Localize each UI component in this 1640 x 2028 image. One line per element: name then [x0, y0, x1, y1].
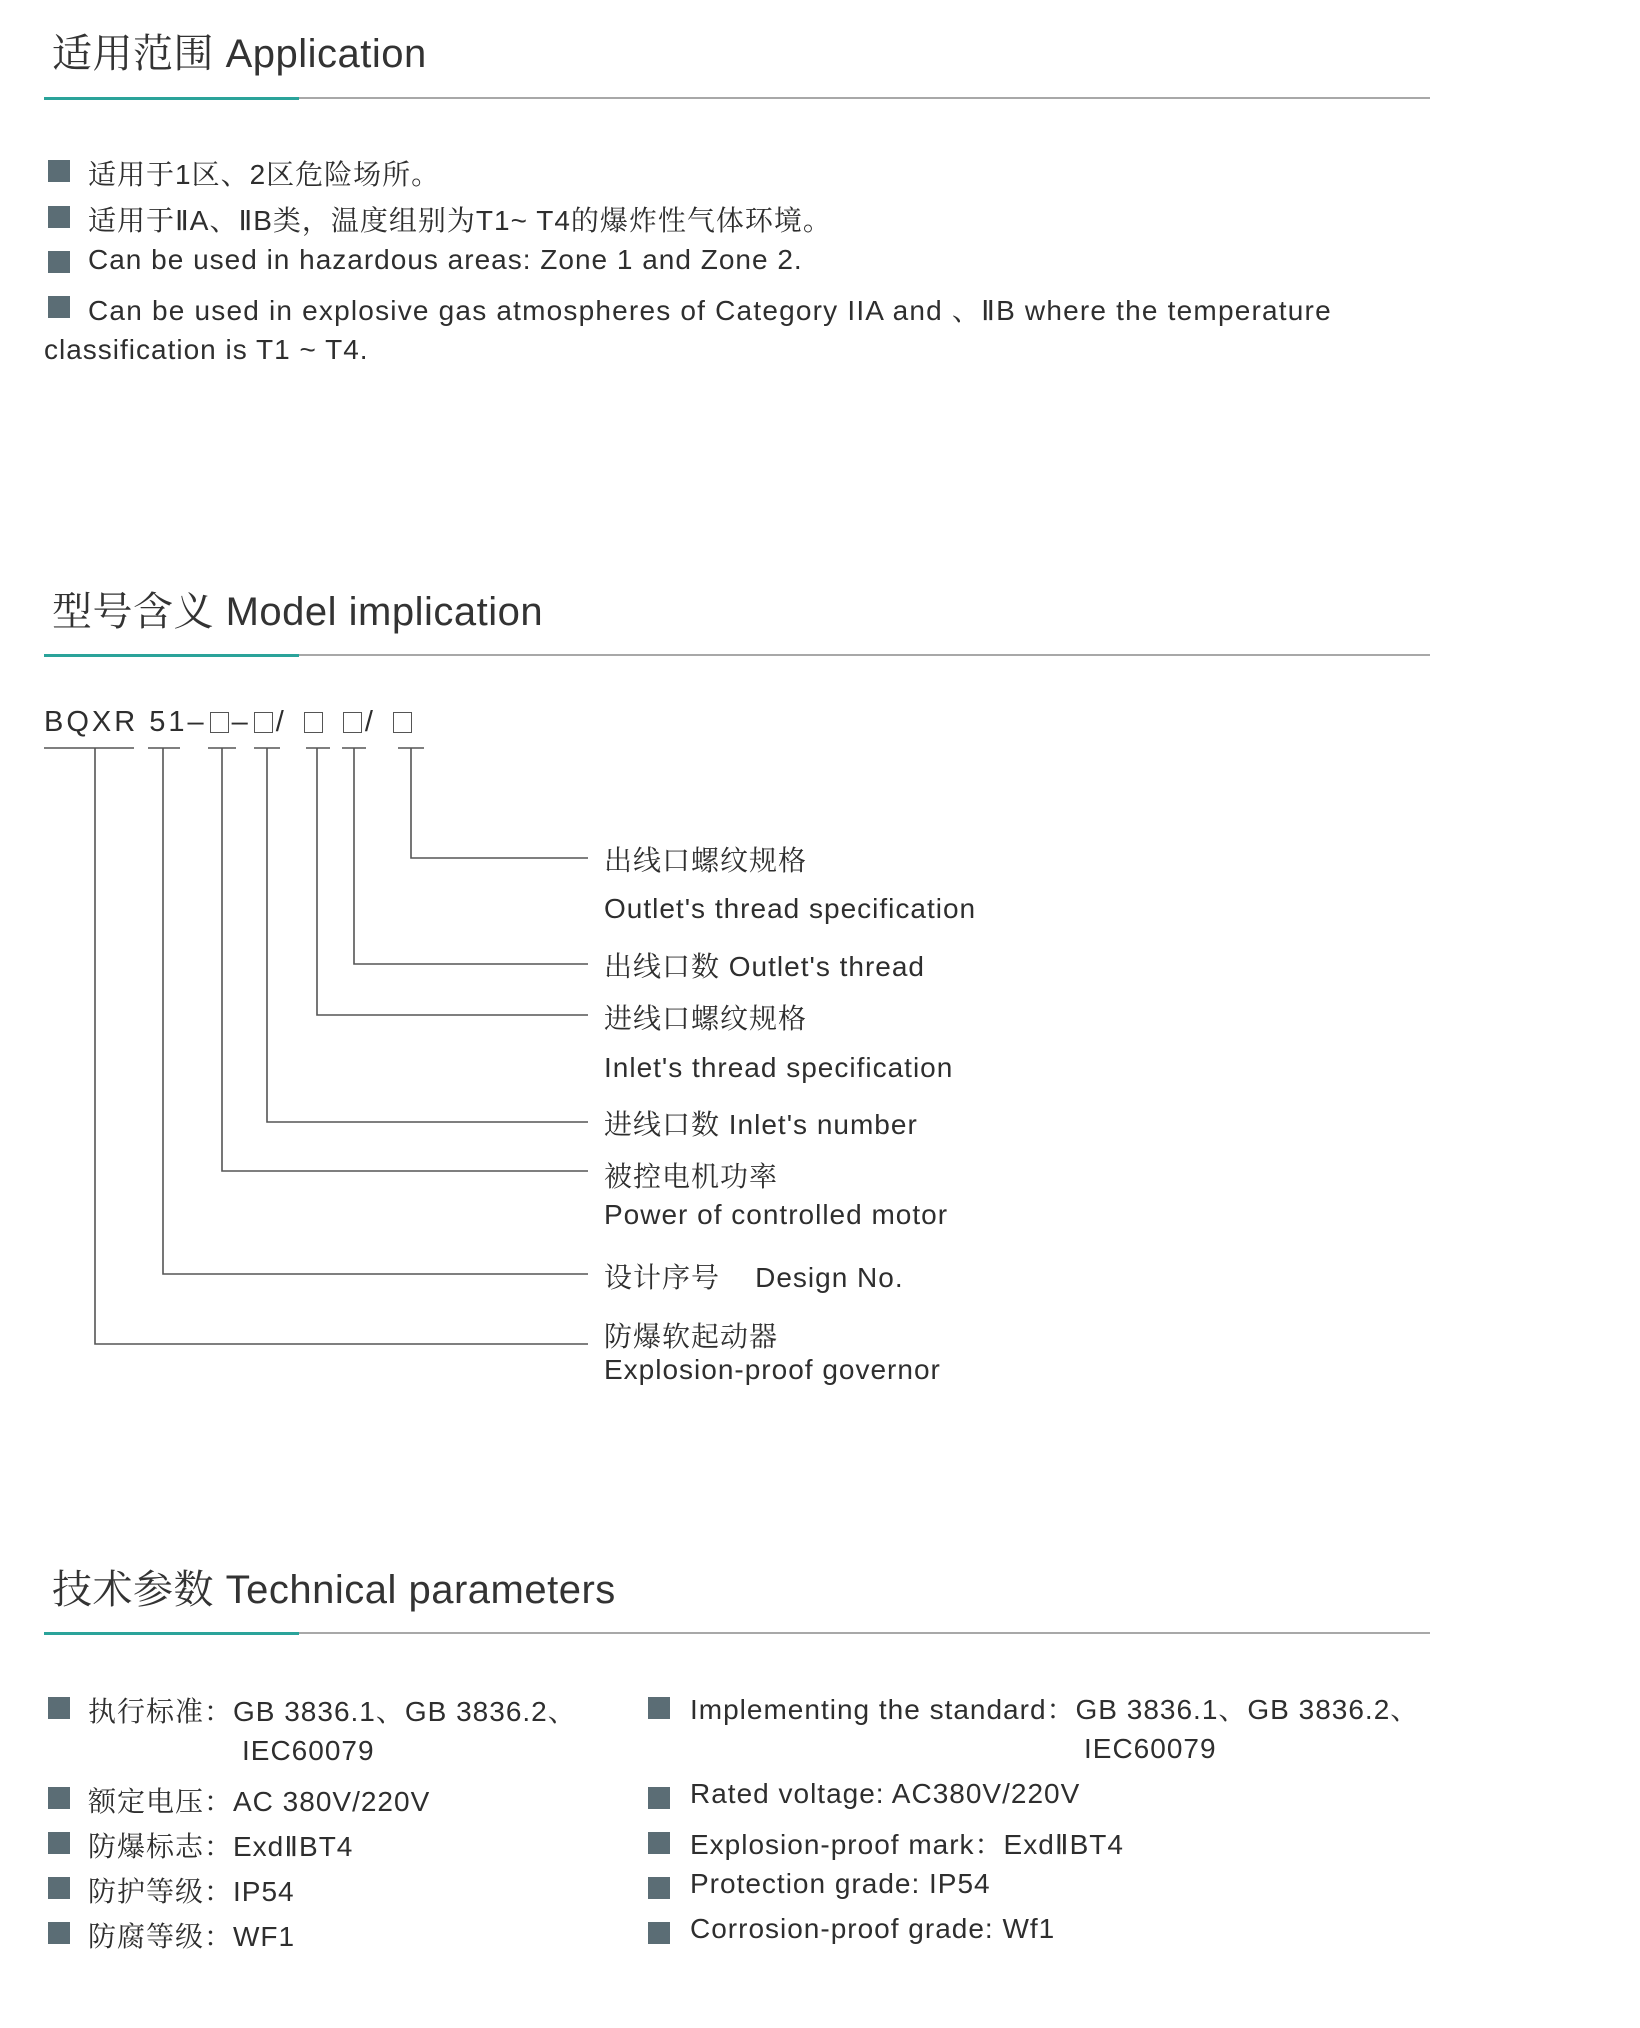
tech-left-standard-continuation: IEC60079 — [242, 1735, 375, 1766]
model-label-motor-power-en: Power of controlled motor — [604, 1199, 949, 1230]
bullet-square-icon — [648, 1697, 670, 1719]
tech-right-standard: Implementing the standard：GB 3836.1、GB 3836.2、 — [690, 1694, 1420, 1725]
model-code-prefix: BQXR 51 — [44, 706, 188, 738]
model-label-outlet-thread-spec-en: Outlet's thread specification — [604, 893, 977, 924]
application-item-continuation: classification is T1 ~ T4. — [44, 334, 369, 365]
bullet-square-icon — [48, 1697, 70, 1719]
application-item: Can be used in explosive gas atmospheres of Category IIA and 、ⅡB where the temperature — [88, 295, 1332, 326]
section-title-technical: 技术参数 Technical parameters — [52, 1568, 616, 1612]
tech-right-ex-mark: Explosion-proof mark：ExdⅡBT4 — [690, 1829, 1124, 1860]
model-label-inlet-thread-spec-en: Inlet's thread specification — [604, 1052, 954, 1083]
tech-left-corrosion: 防腐等级：WF1 — [88, 1921, 296, 1952]
model-label-design-no: 设计序号 Design No. — [604, 1262, 904, 1293]
bullet-square-icon — [648, 1787, 670, 1809]
bullet-square-icon — [648, 1832, 670, 1854]
model-code: BQXR 51– – / / — [44, 706, 415, 739]
model-label-outlet-count: 出线口数 Outlet's thread — [604, 951, 926, 982]
section-title-application: 适用范围 Application — [52, 32, 427, 76]
divider-accent — [44, 1632, 299, 1635]
application-item: 适用于ⅡA、ⅡB类，温度组别为T1~ T4的爆炸性气体环境。 — [88, 205, 832, 236]
model-label-inlet-number: 进线口数 Inlet's number — [604, 1109, 918, 1140]
section-title-model: 型号含义 Model implication — [52, 590, 544, 634]
tech-right-corrosion: Corrosion-proof grade: Wf1 — [690, 1913, 1056, 1944]
application-item: 适用于1区、2区危险场所。 — [88, 159, 441, 190]
tech-left-protection: 防护等级：IP54 — [88, 1876, 295, 1907]
bullet-square-icon — [48, 1922, 70, 1944]
bullet-square-icon — [48, 1877, 70, 1899]
bullet-square-icon — [48, 1832, 70, 1854]
tech-left-ex-mark: 防爆标志：ExdⅡBT4 — [88, 1831, 354, 1862]
model-label-outlet-thread-spec-cn: 出线口螺纹规格 — [604, 845, 808, 876]
model-label-governor-cn: 防爆软起动器 — [604, 1321, 779, 1352]
section-divider — [44, 1632, 1430, 1634]
application-item: Can be used in hazardous areas: Zone 1 and Zone 2. — [88, 244, 803, 275]
bullet-square-icon — [648, 1922, 670, 1944]
model-label-inlet-thread-spec-cn: 进线口螺纹规格 — [604, 1003, 808, 1034]
model-label-motor-power-cn: 被控电机功率 — [604, 1161, 779, 1192]
bullet-square-icon — [648, 1877, 670, 1899]
bullet-square-icon — [48, 1787, 70, 1809]
tech-left-standard: 执行标准：GB 3836.1、GB 3836.2、 — [88, 1696, 577, 1727]
tech-right-standard-continuation: IEC60079 — [1084, 1733, 1217, 1764]
tech-right-voltage: Rated voltage: AC380V/220V — [690, 1778, 1081, 1809]
tech-left-voltage: 额定电压：AC 380V/220V — [88, 1786, 431, 1817]
tech-right-protection: Protection grade: IP54 — [690, 1868, 991, 1899]
model-label-governor-en: Explosion-proof governor — [604, 1354, 941, 1385]
